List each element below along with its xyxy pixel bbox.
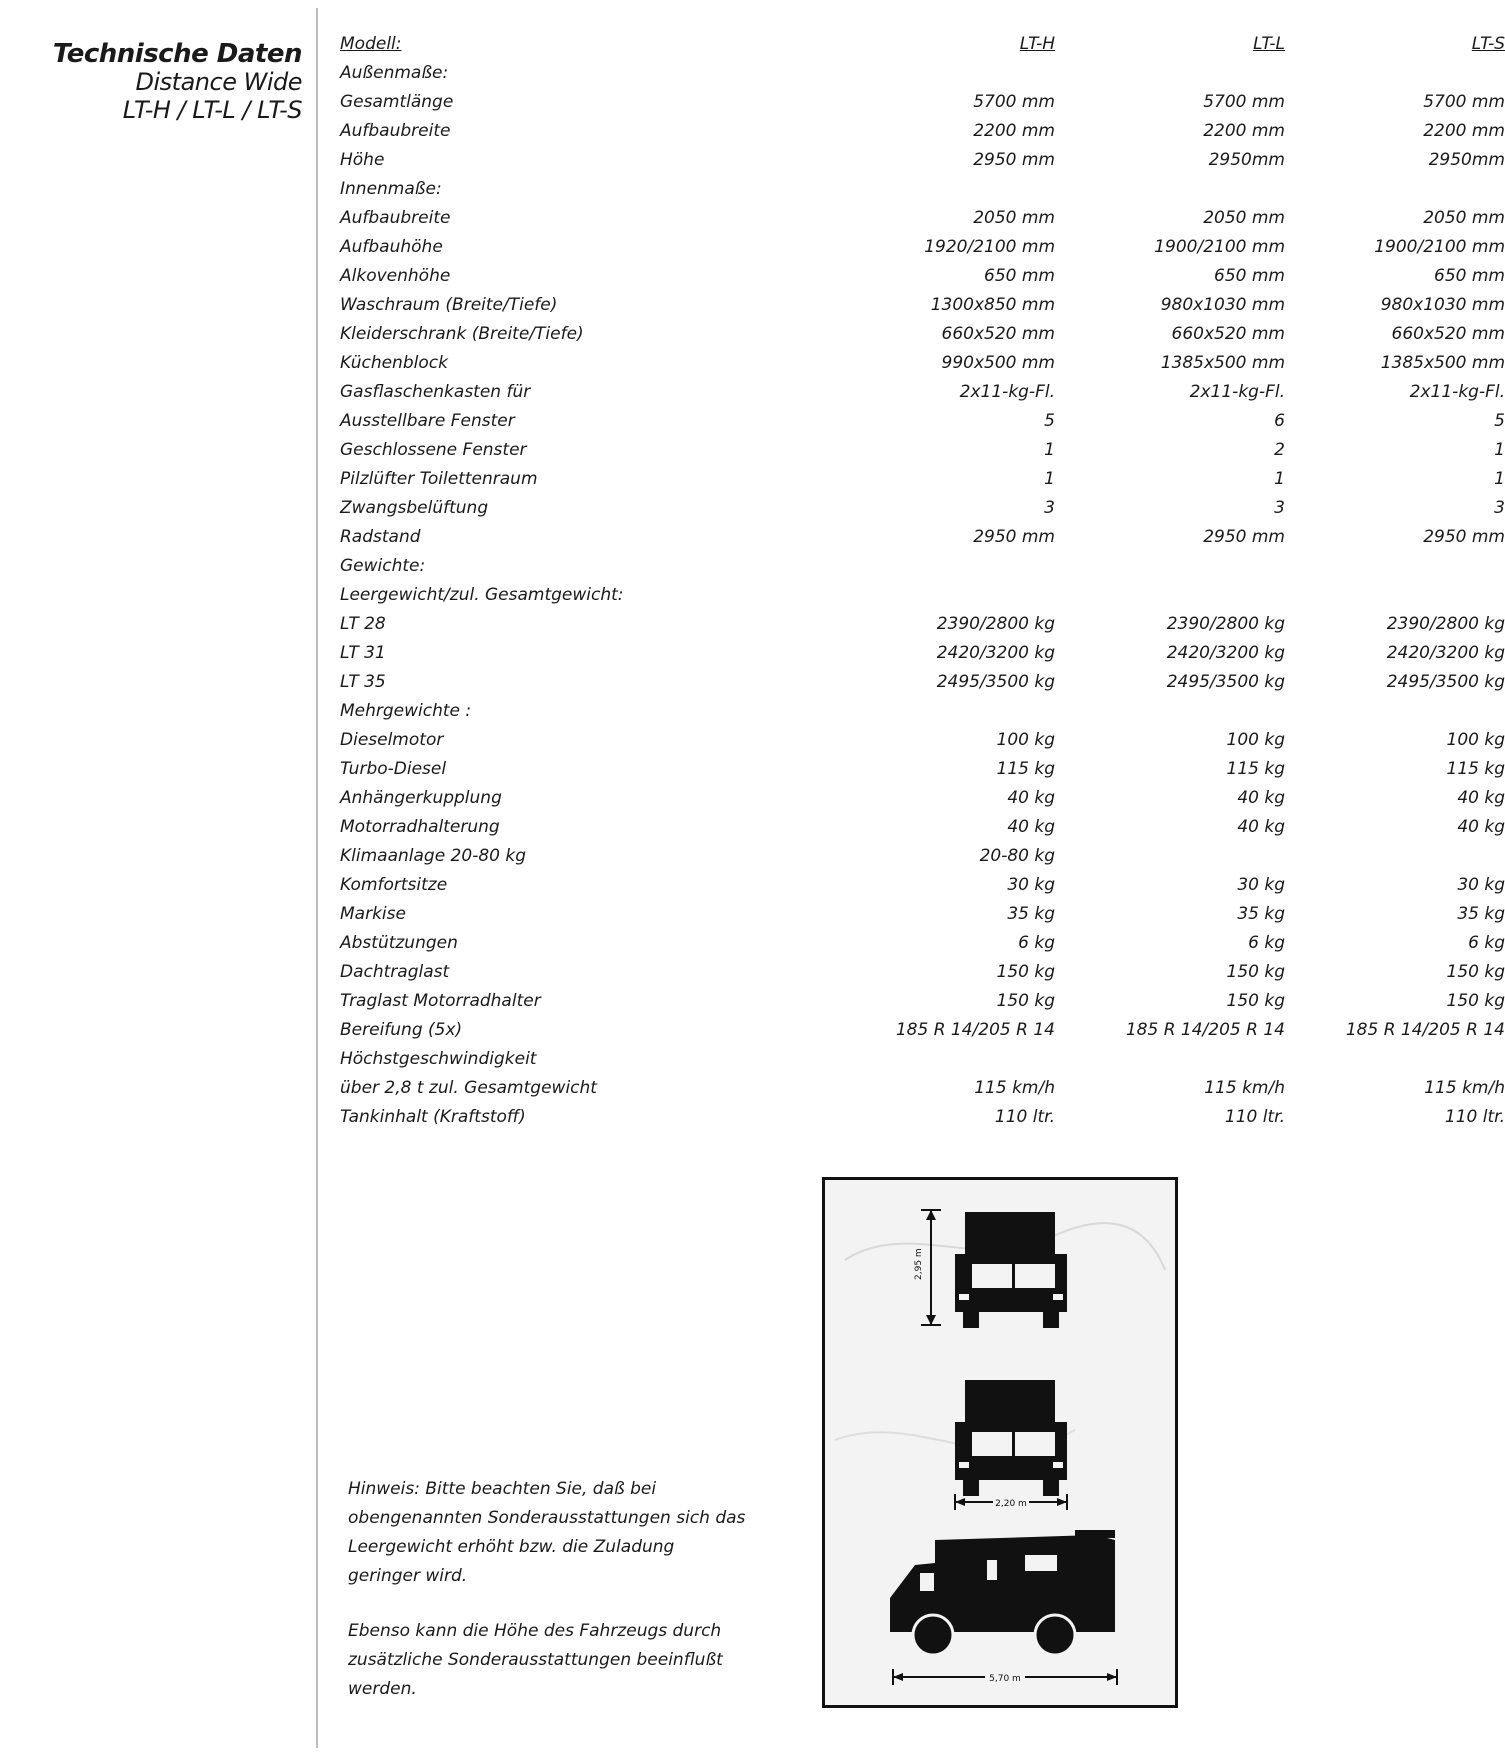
- value-lt-h: 115 km/h: [974, 1078, 1055, 1098]
- spec-header-row: [340, 30, 1505, 59]
- value-lt-s: 980x1030 mm: [1380, 295, 1505, 315]
- value-lt-h: 2950 mm: [973, 527, 1055, 547]
- value-lt-s: 2950 mm: [1423, 527, 1505, 547]
- spec-label: Traglast Motorradhalter: [340, 991, 541, 1011]
- value-lt-h: 5700 mm: [973, 92, 1055, 112]
- value-lt-h: 650 mm: [984, 266, 1055, 286]
- header-lt-s: LT-S: [1471, 34, 1505, 54]
- value-lt-h: 6 kg: [1018, 933, 1055, 953]
- spec-row: [340, 494, 1505, 523]
- value-lt-s: 115 km/h: [1424, 1078, 1505, 1098]
- value-lt-l: 1385x500 mm: [1160, 353, 1285, 373]
- value-lt-s: 2495/3500 kg: [1386, 672, 1505, 692]
- spec-label: LT 35: [340, 672, 386, 692]
- value-lt-h: 990x500 mm: [941, 353, 1055, 373]
- spec-label: Abstützungen: [340, 933, 458, 953]
- height-label: 2,95 m: [914, 1248, 924, 1280]
- spec-row: [340, 784, 1505, 813]
- spec-label: Innenmaße:: [340, 179, 442, 199]
- spec-label: Gesamtlänge: [340, 92, 454, 112]
- spec-row: [340, 436, 1505, 465]
- value-lt-h: 150 kg: [996, 991, 1055, 1011]
- spec-row: [340, 813, 1505, 842]
- value-lt-h: 2420/3200 kg: [936, 643, 1055, 663]
- title-line-2: Distance Wide: [135, 68, 302, 96]
- spec-label: Motorradhalterung: [340, 817, 500, 837]
- value-lt-l: 100 kg: [1226, 730, 1285, 750]
- spec-row: [340, 958, 1505, 987]
- divider-line: [316, 8, 318, 1748]
- value-lt-h: 2390/2800 kg: [936, 614, 1055, 634]
- value-lt-h: 2950 mm: [973, 150, 1055, 170]
- spec-label: Ausstellbare Fenster: [340, 411, 515, 431]
- value-lt-l: 6 kg: [1248, 933, 1285, 953]
- value-lt-s: 100 kg: [1446, 730, 1505, 750]
- value-lt-l: 40 kg: [1237, 817, 1285, 837]
- value-lt-s: 1385x500 mm: [1380, 353, 1505, 373]
- value-lt-h: 35 kg: [1007, 904, 1055, 924]
- spec-label: Dachtraglast: [340, 962, 450, 982]
- spec-row: [340, 465, 1505, 494]
- value-lt-l: 110 ltr.: [1224, 1107, 1285, 1127]
- spec-label: Höhe: [340, 150, 385, 170]
- value-lt-h: 185 R 14/205 R 14: [895, 1020, 1055, 1040]
- spec-label: Alkovenhöhe: [340, 266, 451, 286]
- length-label: 5,70 m: [989, 1674, 1021, 1684]
- spec-label: Anhängerkupplung: [340, 788, 502, 808]
- side-view-length: [890, 1530, 1117, 1685]
- spec-label: LT 28: [340, 614, 386, 634]
- value-lt-s: 2200 mm: [1423, 121, 1505, 141]
- value-lt-l: 2: [1274, 440, 1285, 460]
- value-lt-h: 40 kg: [1007, 817, 1055, 837]
- spec-row: [340, 1045, 1175, 1074]
- value-lt-l: 3: [1274, 498, 1285, 518]
- spec-label: Dieselmotor: [340, 730, 444, 750]
- header-model-label: Modell:: [340, 34, 402, 54]
- spec-label: Komfortsitze: [340, 875, 448, 895]
- value-lt-l: 2420/3200 kg: [1166, 643, 1285, 663]
- spec-label: Markise: [340, 904, 406, 924]
- spec-row: [340, 900, 1505, 929]
- note-paragraph-1: Hinweis: Bitte beachten Sie, daß bei obengenannten Sonderausstattungen sich das Leergewicht erhöht bzw. die Zuladung geringer wird.: [348, 1479, 746, 1586]
- value-lt-h: 2x11-kg-Fl.: [959, 382, 1055, 402]
- value-lt-l: 650 mm: [1214, 266, 1285, 286]
- spec-label: Radstand: [340, 527, 421, 547]
- spec-label: Mehrgewichte :: [340, 701, 472, 721]
- value-lt-s: 3: [1494, 498, 1505, 518]
- spec-row: [340, 175, 1175, 204]
- value-lt-s: 185 R 14/205 R 14: [1345, 1020, 1505, 1040]
- page-title: [53, 40, 302, 124]
- spec-row: [340, 349, 1505, 378]
- spec-row: [340, 1103, 1505, 1132]
- value-lt-h: 1: [1044, 469, 1055, 489]
- value-lt-s: 2420/3200 kg: [1386, 643, 1505, 663]
- value-lt-h: 110 ltr.: [994, 1107, 1055, 1127]
- value-lt-l: 980x1030 mm: [1160, 295, 1285, 315]
- value-lt-l: 185 R 14/205 R 14: [1125, 1020, 1285, 1040]
- spec-row: [340, 755, 1505, 784]
- spec-row: [340, 117, 1505, 146]
- spec-label: Geschlossene Fenster: [340, 440, 527, 460]
- spec-row: [340, 610, 1505, 639]
- value-lt-l: 2950 mm: [1203, 527, 1285, 547]
- spec-label: Leergewicht/zul. Gesamtgewicht:: [340, 585, 624, 605]
- value-lt-s: 5: [1494, 411, 1505, 431]
- header-lt-h: LT-H: [1019, 34, 1055, 54]
- value-lt-h: 3: [1044, 498, 1055, 518]
- value-lt-s: 150 kg: [1446, 991, 1505, 1011]
- value-lt-l: 115 km/h: [1204, 1078, 1285, 1098]
- note-text: [348, 1475, 748, 1730]
- value-lt-h: 40 kg: [1007, 788, 1055, 808]
- spec-label: Aufbaubreite: [340, 208, 451, 228]
- value-lt-h: 2200 mm: [973, 121, 1055, 141]
- spec-label: Waschraum (Breite/Tiefe): [340, 295, 558, 315]
- value-lt-l: 660x520 mm: [1171, 324, 1285, 344]
- value-lt-h: 100 kg: [996, 730, 1055, 750]
- value-lt-s: 1900/2100 mm: [1374, 237, 1505, 257]
- value-lt-s: 1: [1494, 440, 1505, 460]
- value-lt-s: 110 ltr.: [1444, 1107, 1505, 1127]
- spec-row: [340, 407, 1505, 436]
- value-lt-l: 150 kg: [1226, 962, 1285, 982]
- value-lt-s: 2950mm: [1428, 150, 1505, 170]
- value-lt-s: 2390/2800 kg: [1386, 614, 1505, 634]
- width-label: 2,20 m: [995, 1499, 1027, 1509]
- spec-row: [340, 146, 1505, 175]
- vehicle-dimensions-figure: [822, 1177, 1178, 1708]
- spec-label: Außenmaße:: [340, 63, 449, 83]
- spec-row: [340, 697, 1175, 726]
- spec-row: [340, 204, 1505, 233]
- spec-row: [340, 378, 1505, 407]
- value-lt-s: 2x11-kg-Fl.: [1409, 382, 1505, 402]
- spec-row: [340, 233, 1505, 262]
- spec-row: [340, 871, 1505, 900]
- value-lt-h: 30 kg: [1007, 875, 1055, 895]
- spec-label: Aufbaubreite: [340, 121, 451, 141]
- spec-label: Küchenblock: [340, 353, 448, 373]
- spec-row: [340, 552, 1175, 581]
- value-lt-h: 115 kg: [996, 759, 1055, 779]
- spec-row: [340, 88, 1505, 117]
- value-lt-s: 40 kg: [1457, 817, 1505, 837]
- spec-row: [340, 726, 1505, 755]
- spec-row: [340, 523, 1505, 552]
- value-lt-l: 2050 mm: [1203, 208, 1285, 228]
- value-lt-h: 2495/3500 kg: [936, 672, 1055, 692]
- spec-row: [340, 291, 1505, 320]
- value-lt-s: 6 kg: [1468, 933, 1505, 953]
- spec-label: Zwangsbelüftung: [340, 498, 489, 518]
- spec-row: [340, 668, 1505, 697]
- spec-label: Höchstgeschwindigkeit: [340, 1049, 537, 1069]
- value-lt-l: 1: [1274, 469, 1285, 489]
- spec-label: Aufbauhöhe: [340, 237, 443, 257]
- spec-row: [340, 59, 1175, 88]
- spec-row: [340, 320, 1505, 349]
- spec-label: LT 31: [340, 643, 386, 663]
- value-lt-l: 40 kg: [1237, 788, 1285, 808]
- front-view-height: [914, 1210, 1067, 1328]
- spec-row: [340, 1016, 1505, 1045]
- value-lt-s: 35 kg: [1457, 904, 1505, 924]
- title-line-3: LT-H / LT-L / LT-S: [122, 96, 302, 124]
- spec-label: Kleiderschrank (Breite/Tiefe): [340, 324, 584, 344]
- value-lt-h: 20-80 kg: [979, 846, 1055, 866]
- value-lt-l: 5700 mm: [1203, 92, 1285, 112]
- value-lt-h: 150 kg: [996, 962, 1055, 982]
- value-lt-l: 30 kg: [1237, 875, 1285, 895]
- header-lt-l: LT-L: [1253, 34, 1285, 54]
- value-lt-h: 5: [1044, 411, 1055, 431]
- value-lt-l: 2390/2800 kg: [1166, 614, 1285, 634]
- value-lt-l: 150 kg: [1226, 991, 1285, 1011]
- value-lt-s: 2050 mm: [1423, 208, 1505, 228]
- value-lt-l: 2200 mm: [1203, 121, 1285, 141]
- value-lt-h: 1920/2100 mm: [924, 237, 1055, 257]
- spec-rows: [340, 59, 1505, 1132]
- value-lt-s: 115 kg: [1446, 759, 1505, 779]
- value-lt-s: 660x520 mm: [1391, 324, 1505, 344]
- value-lt-h: 1300x850 mm: [930, 295, 1055, 315]
- spec-row: [340, 842, 1175, 871]
- spec-row: [340, 1074, 1505, 1103]
- front-view-width: [955, 1380, 1067, 1510]
- spec-row: [340, 581, 1175, 610]
- value-lt-s: 650 mm: [1434, 266, 1505, 286]
- spec-row: [340, 987, 1505, 1016]
- spec-label: über 2,8 t zul. Gesamtgewicht: [340, 1078, 597, 1098]
- spec-label: Bereifung (5x): [340, 1020, 463, 1040]
- value-lt-h: 2050 mm: [973, 208, 1055, 228]
- value-lt-s: 1: [1494, 469, 1505, 489]
- spec-row: [340, 929, 1505, 958]
- value-lt-s: 150 kg: [1446, 962, 1505, 982]
- value-lt-s: 40 kg: [1457, 788, 1505, 808]
- spec-table: [340, 30, 1505, 1132]
- spec-row: [340, 262, 1505, 291]
- spec-label: Klimaanlage 20-80 kg: [340, 846, 526, 866]
- value-lt-l: 2495/3500 kg: [1166, 672, 1285, 692]
- value-lt-l: 1900/2100 mm: [1154, 237, 1285, 257]
- value-lt-s: 30 kg: [1457, 875, 1505, 895]
- value-lt-h: 660x520 mm: [941, 324, 1055, 344]
- spec-label: Gasflaschenkasten für: [340, 382, 531, 402]
- note-paragraph-2: Ebenso kann die Höhe des Fahrzeugs durch zusätzliche Sonderausstattungen beeinflußt werden.: [348, 1621, 723, 1699]
- value-lt-l: 6: [1274, 411, 1285, 431]
- spec-label: Pilzlüfter Toilettenraum: [340, 469, 538, 489]
- value-lt-l: 35 kg: [1237, 904, 1285, 924]
- spec-label: Turbo-Diesel: [340, 759, 447, 779]
- spec-row: [340, 639, 1505, 668]
- vehicle-dimension-drawing: [825, 1180, 1175, 1705]
- spec-label: Tankinhalt (Kraftstoff): [340, 1107, 526, 1127]
- value-lt-l: 2x11-kg-Fl.: [1189, 382, 1285, 402]
- value-lt-s: 5700 mm: [1423, 92, 1505, 112]
- value-lt-l: 115 kg: [1226, 759, 1285, 779]
- title-line-1: Technische Daten: [52, 39, 302, 69]
- value-lt-l: 2950mm: [1208, 150, 1285, 170]
- value-lt-h: 1: [1044, 440, 1055, 460]
- spec-label: Gewichte:: [340, 556, 426, 576]
